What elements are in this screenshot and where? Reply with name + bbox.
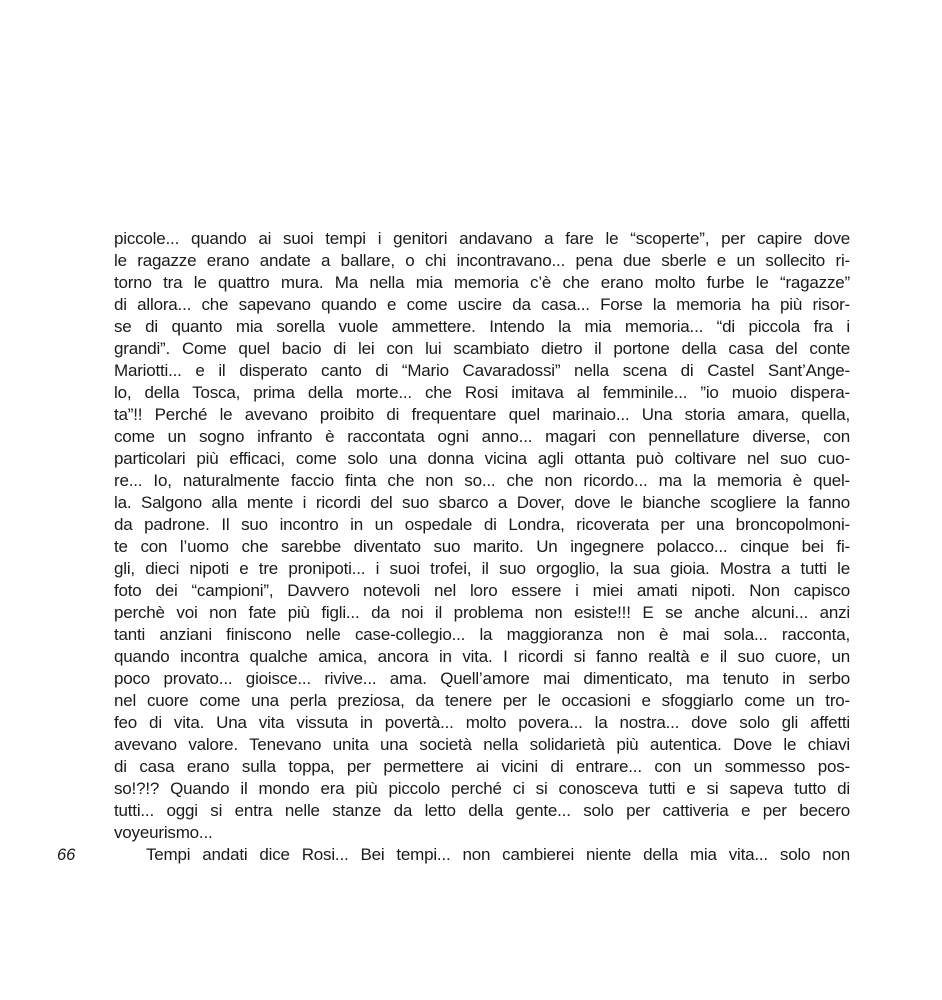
text-line: perchè voi non fate più figli... da noi il problema non esiste!!! E se anche alcuni... anzi bbox=[114, 603, 850, 622]
text-line: ta”!! Perché le avevano proibito di frequentare quel marinaio... Una storia amara, quella, bbox=[114, 405, 850, 424]
text-line: particolari più efficaci, come solo una donna vicina agli ottanta può coltivare nel suo cuo- bbox=[114, 449, 850, 468]
page-number: 66 bbox=[57, 846, 76, 864]
text-line: come un sogno infranto è raccontata ogni anno... magari con pennellature diverse, con bbox=[114, 427, 850, 446]
text-line: grandi”. Come quel bacio di lei con lui scambiato dietro il portone della casa del conte bbox=[114, 339, 850, 358]
text-line: le ragazze erano andate a ballare, o chi incontravano... pena due sberle e un sollecito ri- bbox=[114, 251, 850, 270]
text-line: di casa erano sulla toppa, per permettere ai vicini di entrare... con un sommesso pos- bbox=[114, 757, 850, 776]
text-line: piccole... quando ai suoi tempi i genitori andavano a fare le “scoperte”, per capire dove bbox=[114, 229, 850, 248]
text-line: tanti anziani finiscono nelle case-collegio... la maggioranza non è mai sola... racconta, bbox=[114, 625, 850, 644]
text-line: Mariotti... e il disperato canto di “Mario Cavaradossi” nella scena di Castel Sant’Ange- bbox=[114, 361, 850, 380]
text-line: nel cuore come una perla preziosa, da tenere per le occasioni e sfoggiarlo come un tro- bbox=[114, 691, 850, 710]
text-line: quando incontra qualche amica, ancora in vita. I ricordi si fanno realtà e il suo cuore, un bbox=[114, 647, 850, 666]
text-line: tutti... oggi si entra nelle stanze da letto della gente... solo per cattiveria e per becero bbox=[114, 801, 850, 820]
text-line: di allora... che sapevano quando e come uscire da casa... Forse la memoria ha più risor- bbox=[114, 295, 850, 314]
text-line: foto dei “campioni”, Davvero notevoli nel loro essere i miei amati nipoti. Non capisco bbox=[114, 581, 850, 600]
text-line: so!?!? Quando il mondo era più piccolo perché ci si conosceva tutti e si sapeva tutto di bbox=[114, 779, 850, 798]
body-text bbox=[114, 228, 850, 866]
text-line: lo, della Tosca, prima della morte... che Rosi imitava al femminile... ”io muoio dispera- bbox=[114, 383, 850, 402]
text-line: da padrone. Il suo incontro in un ospedale di Londra, ricoverata per una broncopolmoni- bbox=[114, 515, 850, 534]
text-line: avevano valore. Tenevano unita una società nella solidarietà più autentica. Dove le chiavi bbox=[114, 735, 850, 754]
text-line: feo di vita. Una vita vissuta in povertà... molto povera... la nostra... dove solo gli affetti bbox=[114, 713, 850, 732]
text-line: gli, dieci nipoti e tre pronipoti... i suoi trofei, il suo orgoglio, la sua gioia. Mostra a tutti le bbox=[114, 559, 850, 578]
text-line: Tempi andati dice Rosi... Bei tempi... non cambierei niente della mia vita... solo non bbox=[146, 845, 850, 864]
text-line: torno tra le quattro mura. Ma nella mia memoria c’è che erano molto furbe le “ragazze” bbox=[114, 273, 850, 292]
text-line: voyeurismo... bbox=[114, 823, 213, 842]
text-line: te con l’uomo che sarebbe diventato suo marito. Un ingegnere polacco... cinque bei fi- bbox=[114, 537, 850, 556]
text-line: se di quanto mia sorella vuole ammettere. Intendo la mia memoria... “di piccola fra i bbox=[114, 317, 850, 336]
text-line: la. Salgono alla mente i ricordi del suo sbarco a Dover, dove le bianche scogliere la fanno bbox=[114, 493, 850, 512]
text-line: poco provato... gioisce... rivive... ama. Quell’amore mai dimenticato, ma tenuto in serbo bbox=[114, 669, 850, 688]
text-line: re... Io, naturalmente faccio finta che non so... che non ricordo... ma la memoria è quel- bbox=[114, 471, 850, 490]
